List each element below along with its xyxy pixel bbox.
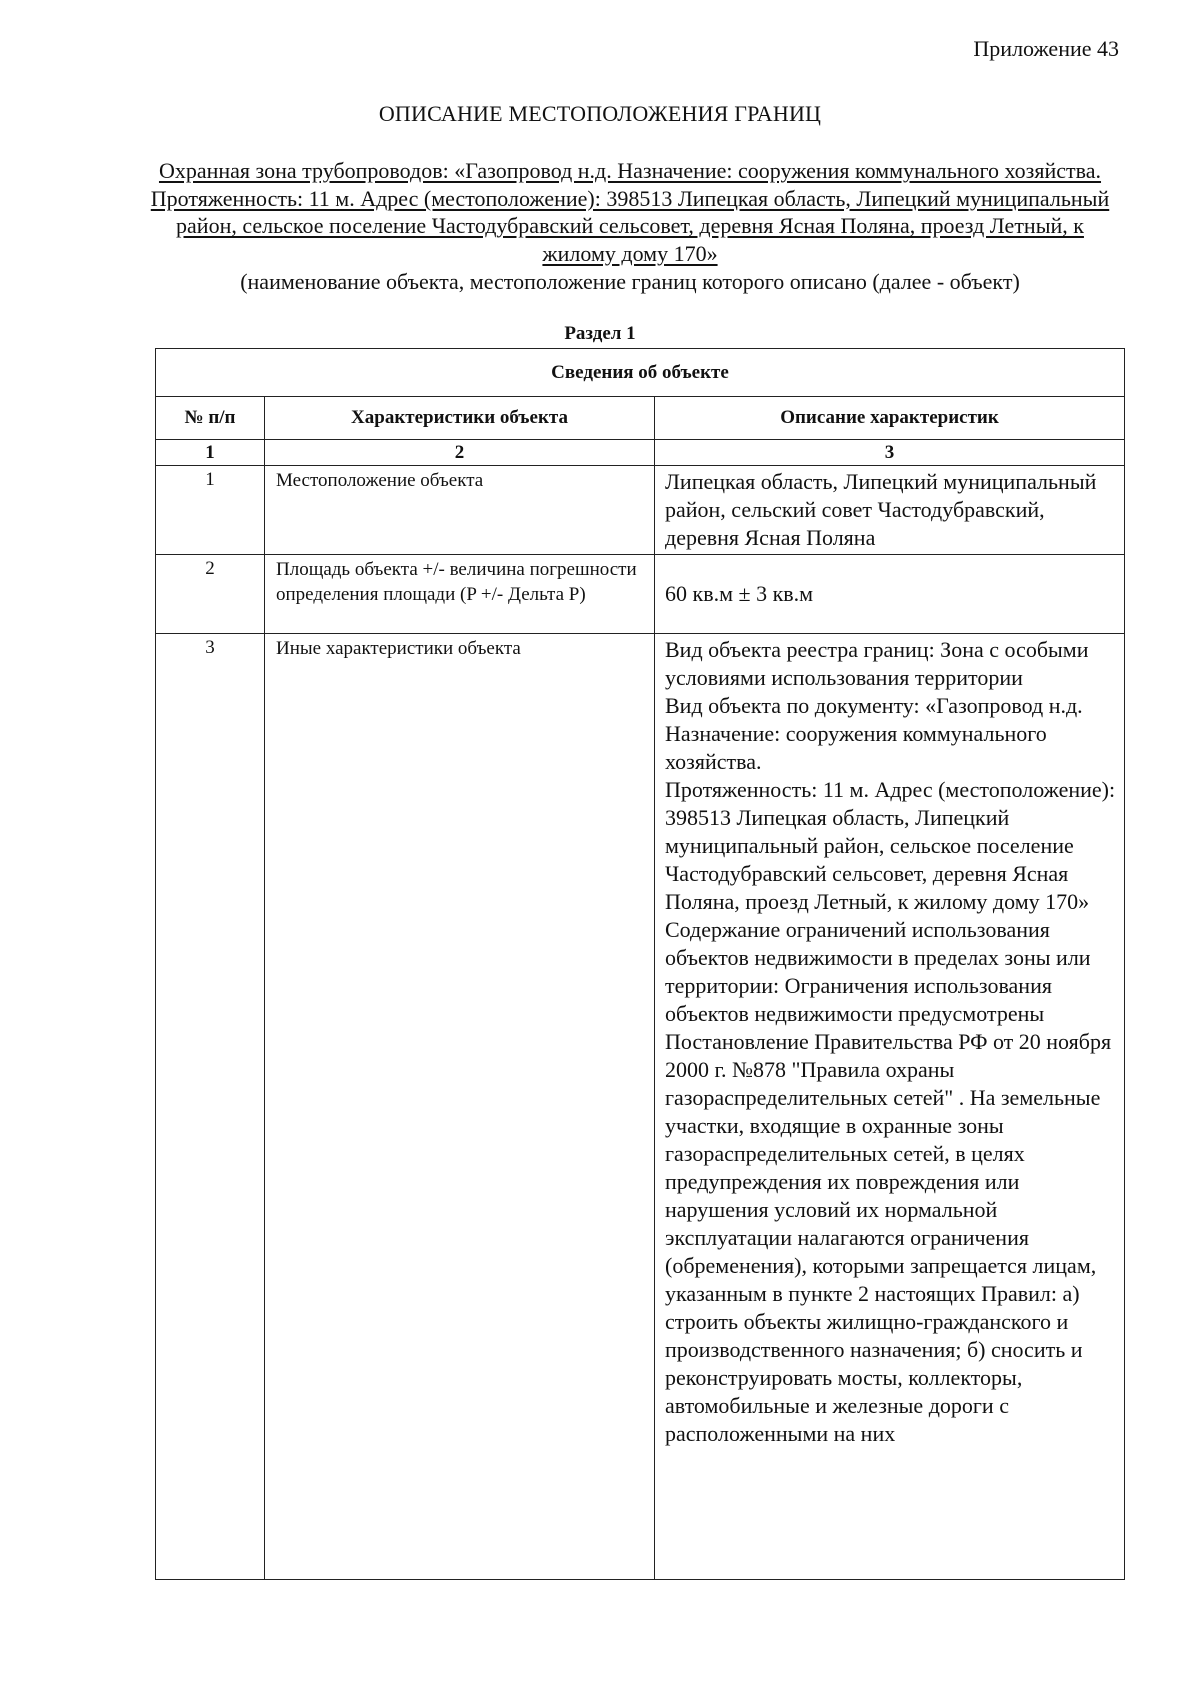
row-characteristic: Иные характеристики объекта: [265, 634, 655, 1580]
object-info-table: [155, 348, 1125, 1580]
column-header-number: № п/п: [156, 397, 265, 440]
column-number-row: [156, 440, 1125, 466]
row-number: 1: [156, 466, 265, 555]
document-title: ОПИСАНИЕ МЕСТОПОЛОЖЕНИЯ ГРАНИЦ: [378, 101, 822, 126]
table-row: [156, 466, 1125, 555]
row-description: Вид объекта реестра границ: Зона с особыми условиями использования территории Вид объекта по документу: «Газопровод н.д. Назначение: сооружения коммунального хозяйства. Протяженность: 11 м. Адрес (местоположение): 398513 Липецкая область, Липецкий муниципальный район, сельское поселение Частодубравский сельсовет, деревня Ясная Поляна, проезд Летный, к жилому дому 170» Содержание ограничений использования объектов недвижимости в пределах зоны или территории: Ограничения использования объектов недвижимости предусмотрены Постановление Правительства РФ от 20 ноября 2000 г. №878 "Правила охраны газораспределительных сетей" . На земельные участки, входящие в охранные зоны газораспределительных сетей, в целях предупреждения их повреждения или нарушения условий их нормальной эксплуатации налагаются ограничения (обременения), которыми запрещается лицам, указанным в пункте 2 настоящих Правил: а) строить объекты жилищно-гражданского и производственного назначения; б) сносить и реконструировать мосты, коллекторы, автомобильные и железные дороги с расположенными на них: [655, 634, 1125, 1580]
table-row: [156, 634, 1125, 1580]
row-number: 2: [156, 555, 265, 634]
row-description: Липецкая область, Липецкий муниципальный район, сельский совет Частодубравский, деревня Ясная Поляна: [655, 466, 1125, 555]
column-number: 3: [655, 440, 1125, 466]
column-header-description: Описание характеристик: [655, 397, 1125, 440]
row-characteristic: Местоположение объекта: [265, 466, 655, 555]
column-header-characteristic: Характеристики объекта: [265, 397, 655, 440]
row-description: 60 кв.м ± 3 кв.м: [655, 555, 1125, 634]
object-name-note: (наименование объекта, местоположение границ которого описано (далее - объект): [240, 269, 1020, 294]
column-number: 2: [265, 440, 655, 466]
appendix-number: Приложение 43: [973, 36, 1119, 61]
table-header-row: [156, 397, 1125, 440]
table-caption: Сведения об объекте: [156, 349, 1125, 397]
row-number: 3: [156, 634, 265, 1580]
object-name: Охранная зона трубопроводов: «Газопровод н.д. Назначение: сооружения коммунального хозяйства. Протяженность: 11 м. Адрес (местоположение): 398513 Липецкая область, Липецкий муниципальный район, сельское поселение Частодубравский сельсовет, деревня Ясная Поляна, проезд Летный, к жилому дому 170»: [150, 158, 1110, 266]
row-characteristic: Площадь объекта +/- величина погрешности определения площади (P +/- Дельта P): [265, 555, 655, 634]
section-label: Раздел 1: [564, 323, 636, 344]
table-row: [156, 555, 1125, 634]
column-number: 1: [156, 440, 265, 466]
